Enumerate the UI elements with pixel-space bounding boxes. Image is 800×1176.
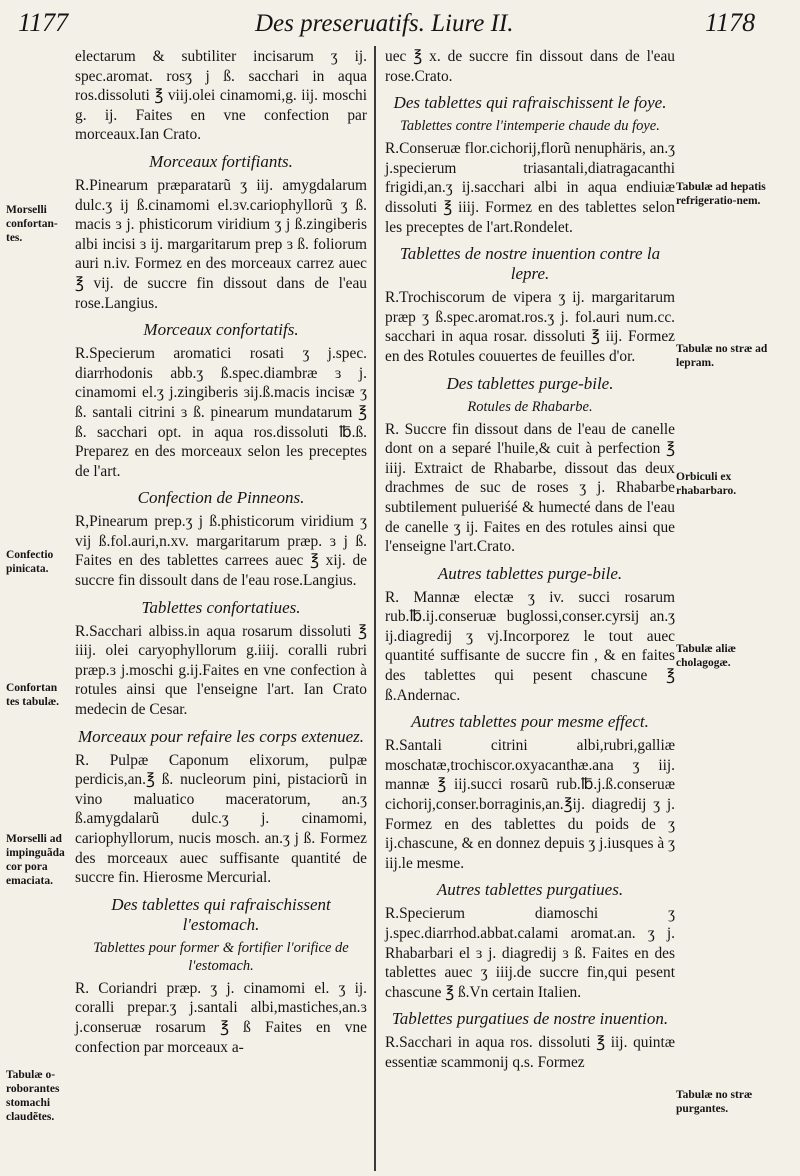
text-paragraph: R. Mannæ electæ ʒ iv. succi rosarum rub.℔.ij.conseruæ buglossi,conser.cyrsij an.ʒ ij.diagredij ʒ vj.Incorporez le tout auec quantité suffisante de succre fin , & en faites des tablettes qui pesent chascune ℥ ß.Andernac. xyxy=(385,588,675,704)
left-page-number: 1177 xyxy=(18,8,69,37)
margin-note-confortantes-tabulae: Confortan tes tabulæ. xyxy=(6,682,60,708)
text-paragraph: R.Sacchari albiss.in aqua rosarum dissoluti ℥ iiij. olei caryophyllorum g.iiij. coralli rubri præp.ɜ j.moschi g.ij.Faites en vne confection à rotules ainsi que l'enseigne l'art. Ian Crato medecin de Cesar. xyxy=(75,622,367,719)
margin-note-tabulae-hepatis: Tabulæ ad hepatis refrigeratio-nem. xyxy=(676,181,766,207)
text-paragraph: electarum & subtiliter incisarum ʒ ij. spec.aromat. rosʒ j ß. sacchari in aqua ros.dissoluti ℥ viij.olei cinamomi,g. iij. moschi g. ij. Faites en vne confection par morceaux.Ian Crato. xyxy=(75,48,367,144)
left-text-column xyxy=(75,47,367,1059)
margin-note-confectio-pinicata: Confectio pinicata. xyxy=(6,549,54,575)
right-text-column xyxy=(385,47,675,1075)
text-paragraph: R. Coriandri præp. ʒ j. cinamomi el. ʒ ij. coralli prepar.ʒ j.santali albi,mastiches,an.ɜ j.conseruæ rosarum ℥ ß Faites en vne confection par morceaux a- xyxy=(75,979,367,1056)
running-title: Des preseruatifs. Liure II. xyxy=(255,10,514,37)
margin-note-tabulae-cholagogae: Tabulæ aliæ cholagogæ. xyxy=(676,643,736,669)
section-heading: Morceaux confortatifs. xyxy=(143,320,299,340)
section-heading: Confection de Pinneons. xyxy=(137,488,305,508)
column-divider xyxy=(374,46,376,1171)
text-paragraph: uec ℥ x. de succre fin dissout dans de l'eau rose.Crato. xyxy=(385,48,675,85)
section-heading: Des tablettes purge-bile. xyxy=(446,373,614,393)
text-paragraph: R. Pulpæ Caponum elixorum, pulpæ perdicis,an.℥ ß. nucleorum pini, pistaciorũ in vino maluatico maceratorum, an.ʒ ß.amygdalarũ dulc.ʒ j. cinamomi, cariophyllorum, nucis mosch. an.ʒ j ß. Formez des morceaux auec suffisante quantité de succre fin. Hierosme Mercurial. xyxy=(75,751,367,887)
section-heading: Des tablettes qui rafraischissent l'estomach. xyxy=(111,894,331,934)
section-heading: Autres tablettes pour mesme effect. xyxy=(411,712,649,732)
text-paragraph: R,Pinearum prep.ʒ j ß.phisticorum viridium ʒ vij ß.fol.auri,n.xv. margaritarum præp. ɜ j ß. Faites en des tablettes carrees auec ℥ xij. de succre fin dissoult dans de l'eau rose.Langius. xyxy=(75,513,367,590)
section-heading: Autres tablettes purge-bile. xyxy=(437,563,623,583)
section-heading: Tablettes contre l'intemperie chaude du foye. xyxy=(400,118,660,135)
margin-note-tabulae-stomachi: Tabulæ o-roborantes stomachi claudẽtes. xyxy=(6,1069,60,1123)
text-paragraph: R. Succre fin dissout dans de l'eau de canelle dont on a separé l'huile,& cuit à perfection ℥ iiij. Extraict de Rhabarbe, dissout das deux drachmes de suc de roses ʒ j. Rhabarbe subtilement pulueriśé & humecté dans de l'eau de canelle ʒ ij. Faites en des rotules ainsi que l'enseigne l'art.Crato. xyxy=(385,420,675,556)
section-heading: Morceaux pour refaire les corps extenuez. xyxy=(77,726,365,746)
text-paragraph: R.Santali citrini albi,rubri,galliæ moschatæ,trochiscor.oxyacanthæ.ana ʒ iij. mannæ ℥ iij.succi rosarũ rub.℔.j.ß.conseruæ cichorij,conser.borraginis,an.℥ij. diagredij ʒ j. Formez en des tablettes du poids de ʒ ij.chascune, & en donnez depuis ʒ j.iusques à ʒ iij.le mesme. xyxy=(385,737,675,872)
text-paragraph: R.Sacchari in aqua ros. dissoluti ℥ iij. quintæ essentiæ scammonij q.s. Formez xyxy=(385,1034,675,1071)
margin-note-tabulae-purgantes: Tabulæ no stræ purgantes. xyxy=(676,1089,753,1115)
section-heading: Morceaux fortifiants. xyxy=(149,151,293,171)
right-page-number: 1178 xyxy=(705,8,756,37)
page-header xyxy=(0,8,800,48)
text-paragraph: R.Pinearum præparatarũ ʒ iij. amygdalarum dulc.ʒ ij ß.cinamomi el.ɜv.cariophyllorũ ʒ ß. macis ɜ j. phisticorum viridium ʒ j ß.zingiberis albi incisi ɜ ij. margaritarum prep ɜ ß. foliorum auri n.iv. Formez en des morceaux carrez auec ℥ vij. de succre fin dissout dans de l'eau rose.Langius. xyxy=(75,176,367,312)
section-heading: Des tablettes qui rafraischissent le foye. xyxy=(393,93,667,113)
text-paragraph: R.Specierum aromatici rosati ʒ j.spec. diarrhodonis abb.ʒ ß.spec.diambræ ɜ j. cinamomi el.ʒ j.zingiberis ɜij.ß.macis incisæ ʒ ß. santali citrini ɜ ß. pinearum mundatarum ℥ ß. sacchari opt. in aqua ros.dissoluti ℔.ß. Preparez en des morceaux selon les preceptes de l'art. xyxy=(75,345,367,480)
section-heading: Tablettes de nostre inuention contre la lepre. xyxy=(399,244,661,284)
section-heading: Tablettes purgatiues de nostre inuention. xyxy=(391,1009,669,1029)
text-paragraph: R.Trochiscorum de vipera ʒ ij. margaritarum præp ʒ ß.spec.aromat.ros.ʒ j. fol.auri num.cc. sacchari in aqua rosar. dissoluti ℥ iij. Formez en des Rotules couuertes de feuilles d'or. xyxy=(385,289,675,365)
margin-note-morselli-emaciata: Morselli ad impinguãda cor pora emaciata. xyxy=(6,833,65,887)
margin-note-morselli-confortantes: Morselli confortan-tes. xyxy=(6,204,58,244)
section-heading: Tablettes pour former & fortifier l'orifice de l'estomach. xyxy=(93,939,349,974)
section-heading: Autres tablettes purgatiues. xyxy=(436,880,624,900)
section-heading: Tablettes confortatiues. xyxy=(141,597,301,617)
text-paragraph: R.Conseruæ flor.cichorij,florũ nenuphäris, an.ʒ j.specierum triasantali,diatragacanthi frigidi,an.ʒ ij.sacchari albi in aqua endiuiæ dissoluti ℥ iiij. Formez en des tablettes selon les preceptes de l'art.Rondelet. xyxy=(385,140,675,236)
margin-note-tabulae-lepram: Tabulæ no stræ ad lepram. xyxy=(676,343,768,369)
section-heading: Rotules de Rhabarbe. xyxy=(467,398,593,415)
margin-note-orbiculi-rhabarbaro: Orbiculi ex rhabarbaro. xyxy=(676,471,737,497)
text-paragraph: R.Specierum diamoschi ʒ j.spec.diarrhod.abbat.calami aromat.an. ʒ j. Rhabarbari el ɜ j. diagredij ɜ ß. Faites en des tablettes auec ʒ iiij.de succre fin,qui pesent chascune ℥ ß.Vn certain Italien. xyxy=(385,905,675,1001)
